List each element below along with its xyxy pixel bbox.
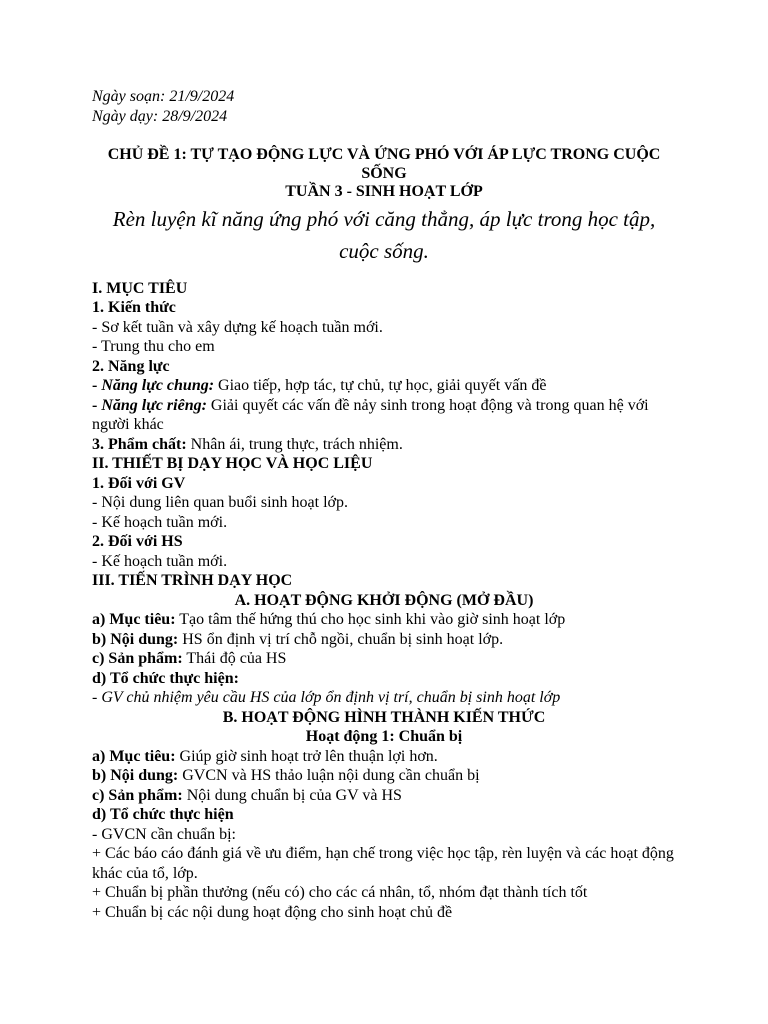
activity-a-product (92, 649, 676, 669)
activity-a-org-heading: d) Tổ chức thực hiện: (92, 669, 239, 687)
lesson-subtitle: Rèn luyện kĩ năng ứng phó với căng thẳng, áp lực trong học tập, cuộc sống. (112, 206, 656, 263)
activity-a-content-label: b) Nội dung: (92, 630, 179, 648)
general-competence-label: Năng lực chung: (101, 377, 215, 394)
specific-competence-label: Năng lực riêng: (101, 396, 207, 414)
date-prepared: Ngày soạn: 21/9/2024 (92, 88, 235, 105)
activity-a-org-text: - GV chủ nhiệm yêu cầu HS của lớp ổn định vị trí, chuẩn bị sinh hoạt lớp (92, 689, 561, 706)
qualities-text: Nhân ái, trung thực, trách nhiệm. (186, 435, 403, 453)
activity-a-goal-text: Tạo tâm thế hứng thú cho học sinh khi vào giờ sinh hoạt lớp (175, 611, 566, 628)
specific-competence-prefix: - (92, 396, 102, 414)
activity-a-heading: A. HOẠT ĐỘNG KHỞI ĐỘNG (MỞ ĐẦU) (234, 591, 534, 609)
activity-b-product (92, 786, 676, 806)
activity-b-goal (92, 747, 676, 767)
activity-b-item: + Chuẩn bị các nội dung hoạt động cho sinh hoạt chủ đề (92, 903, 453, 921)
date-taught: Ngày dạy: 28/9/2024 (92, 107, 228, 125)
activity-b-subheading: Hoạt động 1: Chuẩn bị (305, 728, 463, 745)
activity-a-product-label: c) Sản phẩm: (92, 650, 183, 667)
process-heading: III. TIẾN TRÌNH DẠY HỌC (92, 572, 293, 589)
knowledge-heading: 1. Kiến thức (92, 299, 176, 316)
qualities-label: 3. Phẩm chất: (92, 435, 187, 453)
specific-competence-text: Giải quyết các vấn đề nảy sinh trong hoạt động và trong quan hệ với người khác (92, 396, 649, 433)
qualities (92, 435, 676, 455)
knowledge-item: - Trung thu cho em (92, 338, 215, 355)
activity-b-goal-label: a) Mục tiêu: (92, 747, 176, 765)
general-competence-prefix: - (92, 377, 102, 394)
activity-b-org-heading: d) Tổ chức thực hiện (92, 806, 234, 823)
teacher-materials-heading: 1. Đối với GV (92, 474, 186, 492)
knowledge-item: - Sơ kết tuần và xây dựng kế hoạch tuần mới. (92, 318, 383, 336)
activity-b-content-text: GVCN và HS thảo luận nội dung cần chuẩn bị (178, 767, 480, 784)
topic-title: CHỦ ĐỀ 1: TỰ TẠO ĐỘNG LỰC VÀ ỨNG PHÓ VỚI ÁP LỰC TRONG CUỘC SỐNG (107, 146, 661, 182)
general-competence (92, 376, 676, 396)
activity-b-product-label: c) Sản phẩm: (92, 786, 183, 804)
materials-heading: II. THIẾT BỊ DẠY HỌC VÀ HỌC LIỆU (92, 455, 373, 472)
specific-competence (92, 396, 676, 435)
activity-b-item: + Các báo cáo đánh giá về ưu điểm, hạn chế trong việc học tập, rèn luyện và các hoạt động khác của tổ, lớp. (92, 845, 674, 882)
week-title: TUẦN 3 - SINH HOẠT LỚP (285, 183, 483, 200)
activity-b-heading: B. HOẠT ĐỘNG HÌNH THÀNH KIẾN THỨC (222, 708, 546, 726)
activity-a-goal-label: a) Mục tiêu: (92, 611, 176, 628)
activity-a-content-text: HS ổn định vị trí chỗ ngồi, chuẩn bị sinh hoạt lớp. (178, 630, 504, 648)
general-competence-text: Giao tiếp, hợp tác, tự chủ, tự học, giải quyết vấn đề (214, 377, 547, 394)
teacher-material-item: - Nội dung liên quan buổi sinh hoạt lớp. (92, 494, 348, 511)
date-block (92, 87, 676, 126)
activity-b-content (92, 766, 676, 786)
activity-b-item: + Chuẩn bị phần thưởng (nếu có) cho các cá nhân, tổ, nhóm đạt thành tích tốt (92, 884, 588, 901)
competence-heading: 2. Năng lực (92, 357, 170, 375)
activity-b-content-label: b) Nội dung: (92, 767, 179, 784)
activity-a-goal (92, 610, 676, 630)
student-material-item: - Kế hoạch tuần mới. (92, 552, 228, 570)
activity-a-product-text: Thái độ của HS (182, 650, 287, 667)
activity-b-product-text: Nội dung chuẩn bị của GV và HS (182, 786, 402, 804)
objectives-heading: I. MỤC TIÊU (92, 279, 188, 297)
activity-b-item: - GVCN cần chuẩn bị: (92, 825, 236, 843)
student-materials-heading: 2. Đối với HS (92, 533, 183, 550)
activity-b-goal-text: Giúp giờ sinh hoạt trở lên thuận lợi hơn. (175, 747, 438, 765)
teacher-material-item: - Kế hoạch tuần mới. (92, 513, 228, 531)
activity-a-content (92, 630, 676, 650)
